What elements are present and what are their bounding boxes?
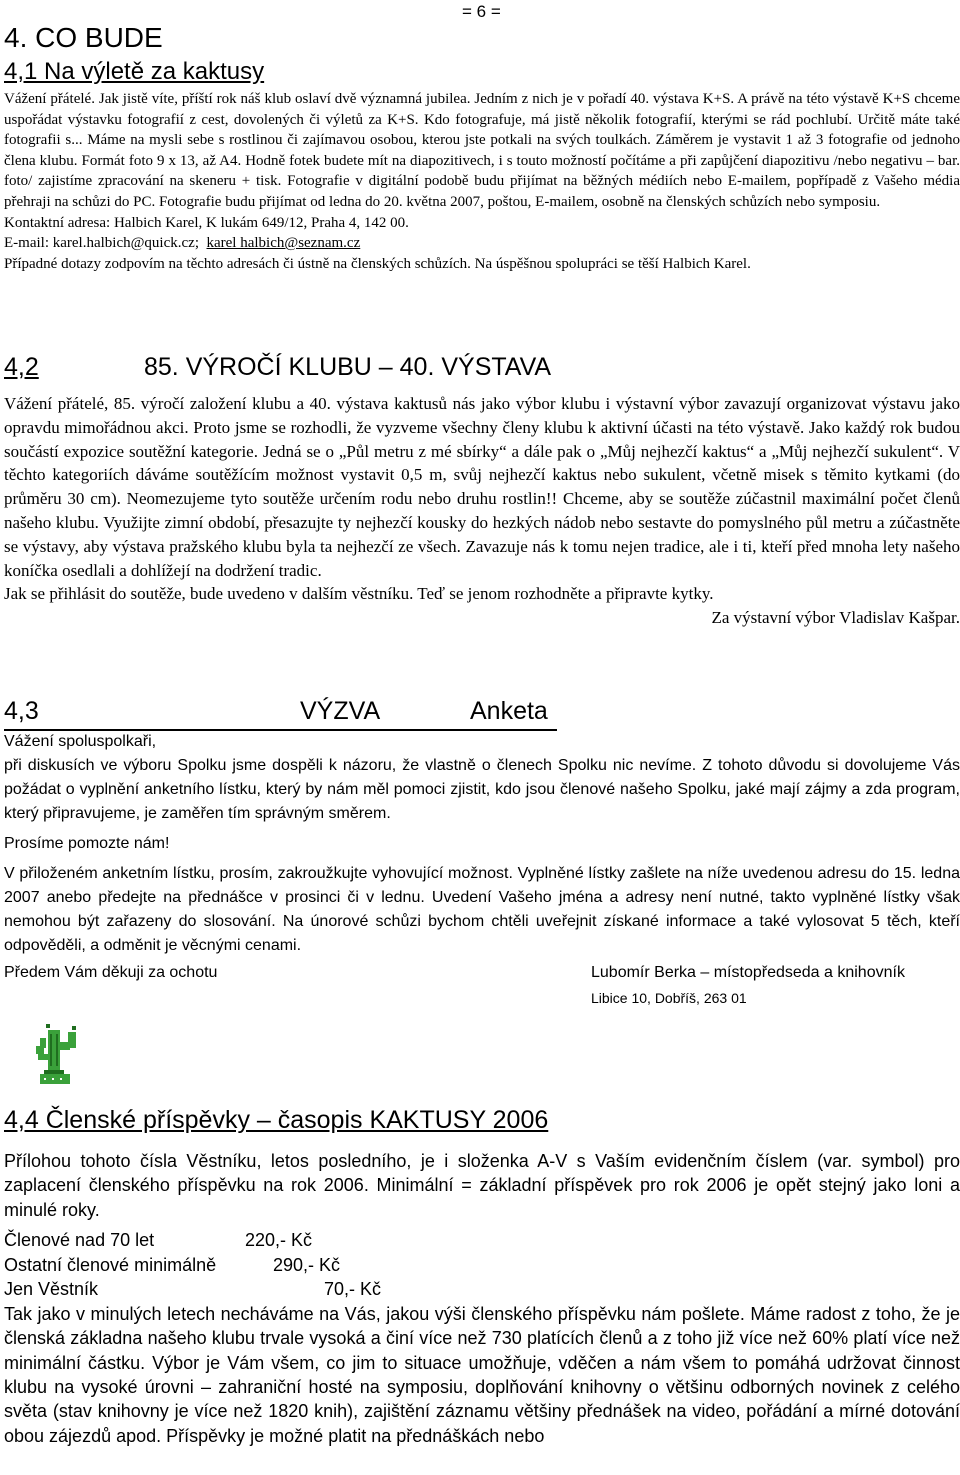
section-4-paragraph-1: Přílohou tohoto čísla Věstníku, letos posledního, je i složenka A-V s Vaším evidenčním číslem (var. symbol) pro zaplacení členského příspěvku na rok 2006. Minimální = základní příspěvek pro rok 2006 je opět stejný jako loni a minulé roky. bbox=[4, 1151, 960, 1220]
thanks-text: Předem Vám děkuji za ochotu bbox=[4, 964, 218, 981]
section-1-paragraph: Vážení přátelé. Jak jistě víte, příští rok náš klub oslaví dvě významná jubilea. Jedním z nich je v pořadí 40. výstava K+S. A právě na této výstavě K+S chceme uspořádat výstavku fotografií z cest, dovolených či výletů za K+S. Kdo fotografuje, má jistě několik fotografií, kterými se rád pochlubí. Určitě máte také fotografii s... Máme na mysli sebe s rostlinou či zajímavou osobou, kterou jste potkali na svých toulkách. Záměrem je vystavit 1 až 3 fotografie od jednoho člena klubu. Formát foto 9 x 13, až A4. Hodně fotek budete mít na diapozitivech, i s touto možností počítáme a při zapůjčení diapozitivu /nebo negativu – bar. foto/ zajistíme zpracování na skeneru + tisk. Fotografie v digitální podobě budu přijímat na běžných médiích nebo E-mailem, popřípadě z Vašeho média přehraji na schůzi do PC. Fotografie budu přijímat od ledna do 20. května 2007, poštou, E-mailem, osobně na členských schůzích nebo symposiu. bbox=[4, 91, 960, 210]
section-1-body bbox=[4, 89, 960, 274]
section-1-email-line bbox=[4, 233, 960, 254]
fee-row bbox=[4, 1253, 960, 1278]
email-prefix: E-mail: karel.halbich@quick.cz; bbox=[4, 235, 199, 252]
section-2-heading bbox=[4, 353, 594, 382]
section-3-greeting: Vážení spoluspolkaři, bbox=[4, 733, 157, 750]
fee-name: Ostatní členové minimálně bbox=[4, 1254, 217, 1275]
fee-name: Jen Věstník bbox=[4, 1279, 99, 1300]
section-4-title: 4,4 Členské příspěvky – časopis KAKTUSY 2006 bbox=[4, 1106, 549, 1134]
fee-list bbox=[4, 1228, 960, 1302]
section-4-paragraph-2: Tak jako v minulých letech necháváme na Vás, jakou výši členského příspěvku nám pošlete. Máme radost z toho, že je členská základna našeho klubu trvale vysoká a činí více než 730 platících členů a z toho již více než 60% platí více než minimální částku. Výbor je Vám všem, co jim to situace umožňuje, vděčen a nám všem to pomáhá udržovat činnost klubu na vysoké úrovni – zahraniční hosté na symposiu, doplňování knihovny o většinu odborných novinek z celého světa (stav knihovny je více než 1820 knih), zajištění záznamu většiny přednášek na video, pořádání a mírné dotování obou zájezdů apod. Příspěvky je možné platit na přednáškách nebo bbox=[4, 1303, 960, 1446]
fee-value: 220,- Kč bbox=[245, 1230, 313, 1251]
email-link[interactable]: karel halbich@seznam.cz bbox=[206, 235, 361, 252]
section-3-paragraph-3: V přiloženém anketním lístku, prosím, zakroužkujte vyhovující možnost. Vyplněné lístky zašlete na níže uvedenou adresu do 15. ledna 2007 anebo předejte na přednášce v prosinci či v lednu. Uvedení Vašeho jména a adresy není nutné, takto vyplněné lístky však nemohou být zařazeny do slosování. Na únorové schůzi bychom chtěli uveřejnit získané informace a také vylosovat 5 těch, kteří odpověděli, a odměnit je věcnými cenami. bbox=[4, 865, 960, 954]
section-4-body bbox=[4, 1149, 960, 1448]
fee-name: Členové nad 70 let bbox=[4, 1230, 155, 1251]
section-3-heading bbox=[4, 697, 557, 731]
section-2-number: 4,2 bbox=[4, 353, 39, 381]
section-2-next: Jak se přihlásit do soutěže, bude uvedeno v dalším věstníku. Teď se jenom rozhodněte a připravte kytky. bbox=[4, 584, 714, 604]
section-3-number: 4,3 bbox=[4, 697, 39, 725]
section-3-word1: VÝZVA bbox=[300, 697, 381, 725]
section-2-signature: Za výstavní výbor Vladislav Kašpar. bbox=[711, 608, 960, 628]
section-2-title: 85. VÝROČÍ KLUBU – 40. VÝSTAVA bbox=[144, 353, 552, 381]
fee-row bbox=[4, 1228, 960, 1253]
fee-value: 70,- Kč bbox=[324, 1279, 382, 1300]
section-3-word2: Anketa bbox=[470, 697, 548, 725]
section-3-body bbox=[4, 730, 960, 958]
section-1-contact: Kontaktní adresa: Halbich Karel, K lukám 649/12, Praha 4, 142 00. bbox=[4, 214, 409, 231]
signer-name: Lubomír Berka – místopředseda a knihovník bbox=[591, 964, 905, 981]
section-2-body bbox=[4, 392, 960, 630]
section-3-paragraph-2: Prosíme pomozte nám! bbox=[4, 835, 170, 852]
fee-value: 290,- Kč bbox=[273, 1254, 341, 1275]
page-number: = 6 = bbox=[462, 2, 501, 21]
section-2-paragraph: Vážení přátelé, 85. výročí založení klubu a 40. výstava kaktusů nás jako výbor klubu i výstavní výbor zavazují organizovat výstavu jako opravdu mimořádnou akci. Proto jsme se rozhodli, že vyzveme všechny členy klubu k aktivní účasti na této výstavě. Jako každý rok budou součástí expozice soutěžní kategorie. Jedná se o „Půl metru z mé sbírky“ a dále pak o „Můj nejhezčí kaktus“ a „Můj nejhezčí sukulent“. V těchto kategoriích dáváme soutěžícím možnost vystavit 0,5 m, svůj nejhezčí kaktus nebo sukulent, včetně misek s těmito kytkami (do průměru 30 cm). Neomezujeme tyto soutěže určením rodu nebo druhu rostlin!! Chceme, aby se soutěže zúčastnil maximální počet členů našeho klubu. Využijte zimní období, přesazujte ty nejhezčí kousky do hezkých nádob nebo sestavte do pomyslného půl metru a zúčastněte se výstavy, aby výstava pražského klubu byla ta nejhezčí ze všech. Zavazuje nás k tomu nejen tradice, ale i ti, kteří před mnoha lety našeho koníčka osedlali a dohlížejí na dodržení tradic. bbox=[4, 394, 960, 580]
section-1-title: 4,1 Na výletě za kaktusy bbox=[4, 58, 265, 85]
cactus-icon bbox=[34, 1024, 82, 1088]
fee-row bbox=[4, 1277, 960, 1302]
section-3-paragraph-1: při diskusích ve výboru Spolku jsme dospěli k názoru, že vlastně o členech Spolku nic nevíme. Z tohoto důvodu si dovolujeme Vás požádat o vyplnění anketního lístku, který by nám měl pomoci zjistit, kdo jsou členové našeho Spolku, jaké mají zájmy a zda program, který připravujeme, je zaměřen tím správným směrem. bbox=[4, 757, 960, 822]
section-1-closing: Případné dotazy zodpovím na těchto adresách či ústně na členských schůzích. Na úspěšnou spolupráci se těší Halbich Karel. bbox=[4, 255, 751, 272]
signer-address: Libice 10, Dobříš, 263 01 bbox=[591, 990, 747, 1006]
chapter-title: 4. CO BUDE bbox=[4, 22, 163, 53]
